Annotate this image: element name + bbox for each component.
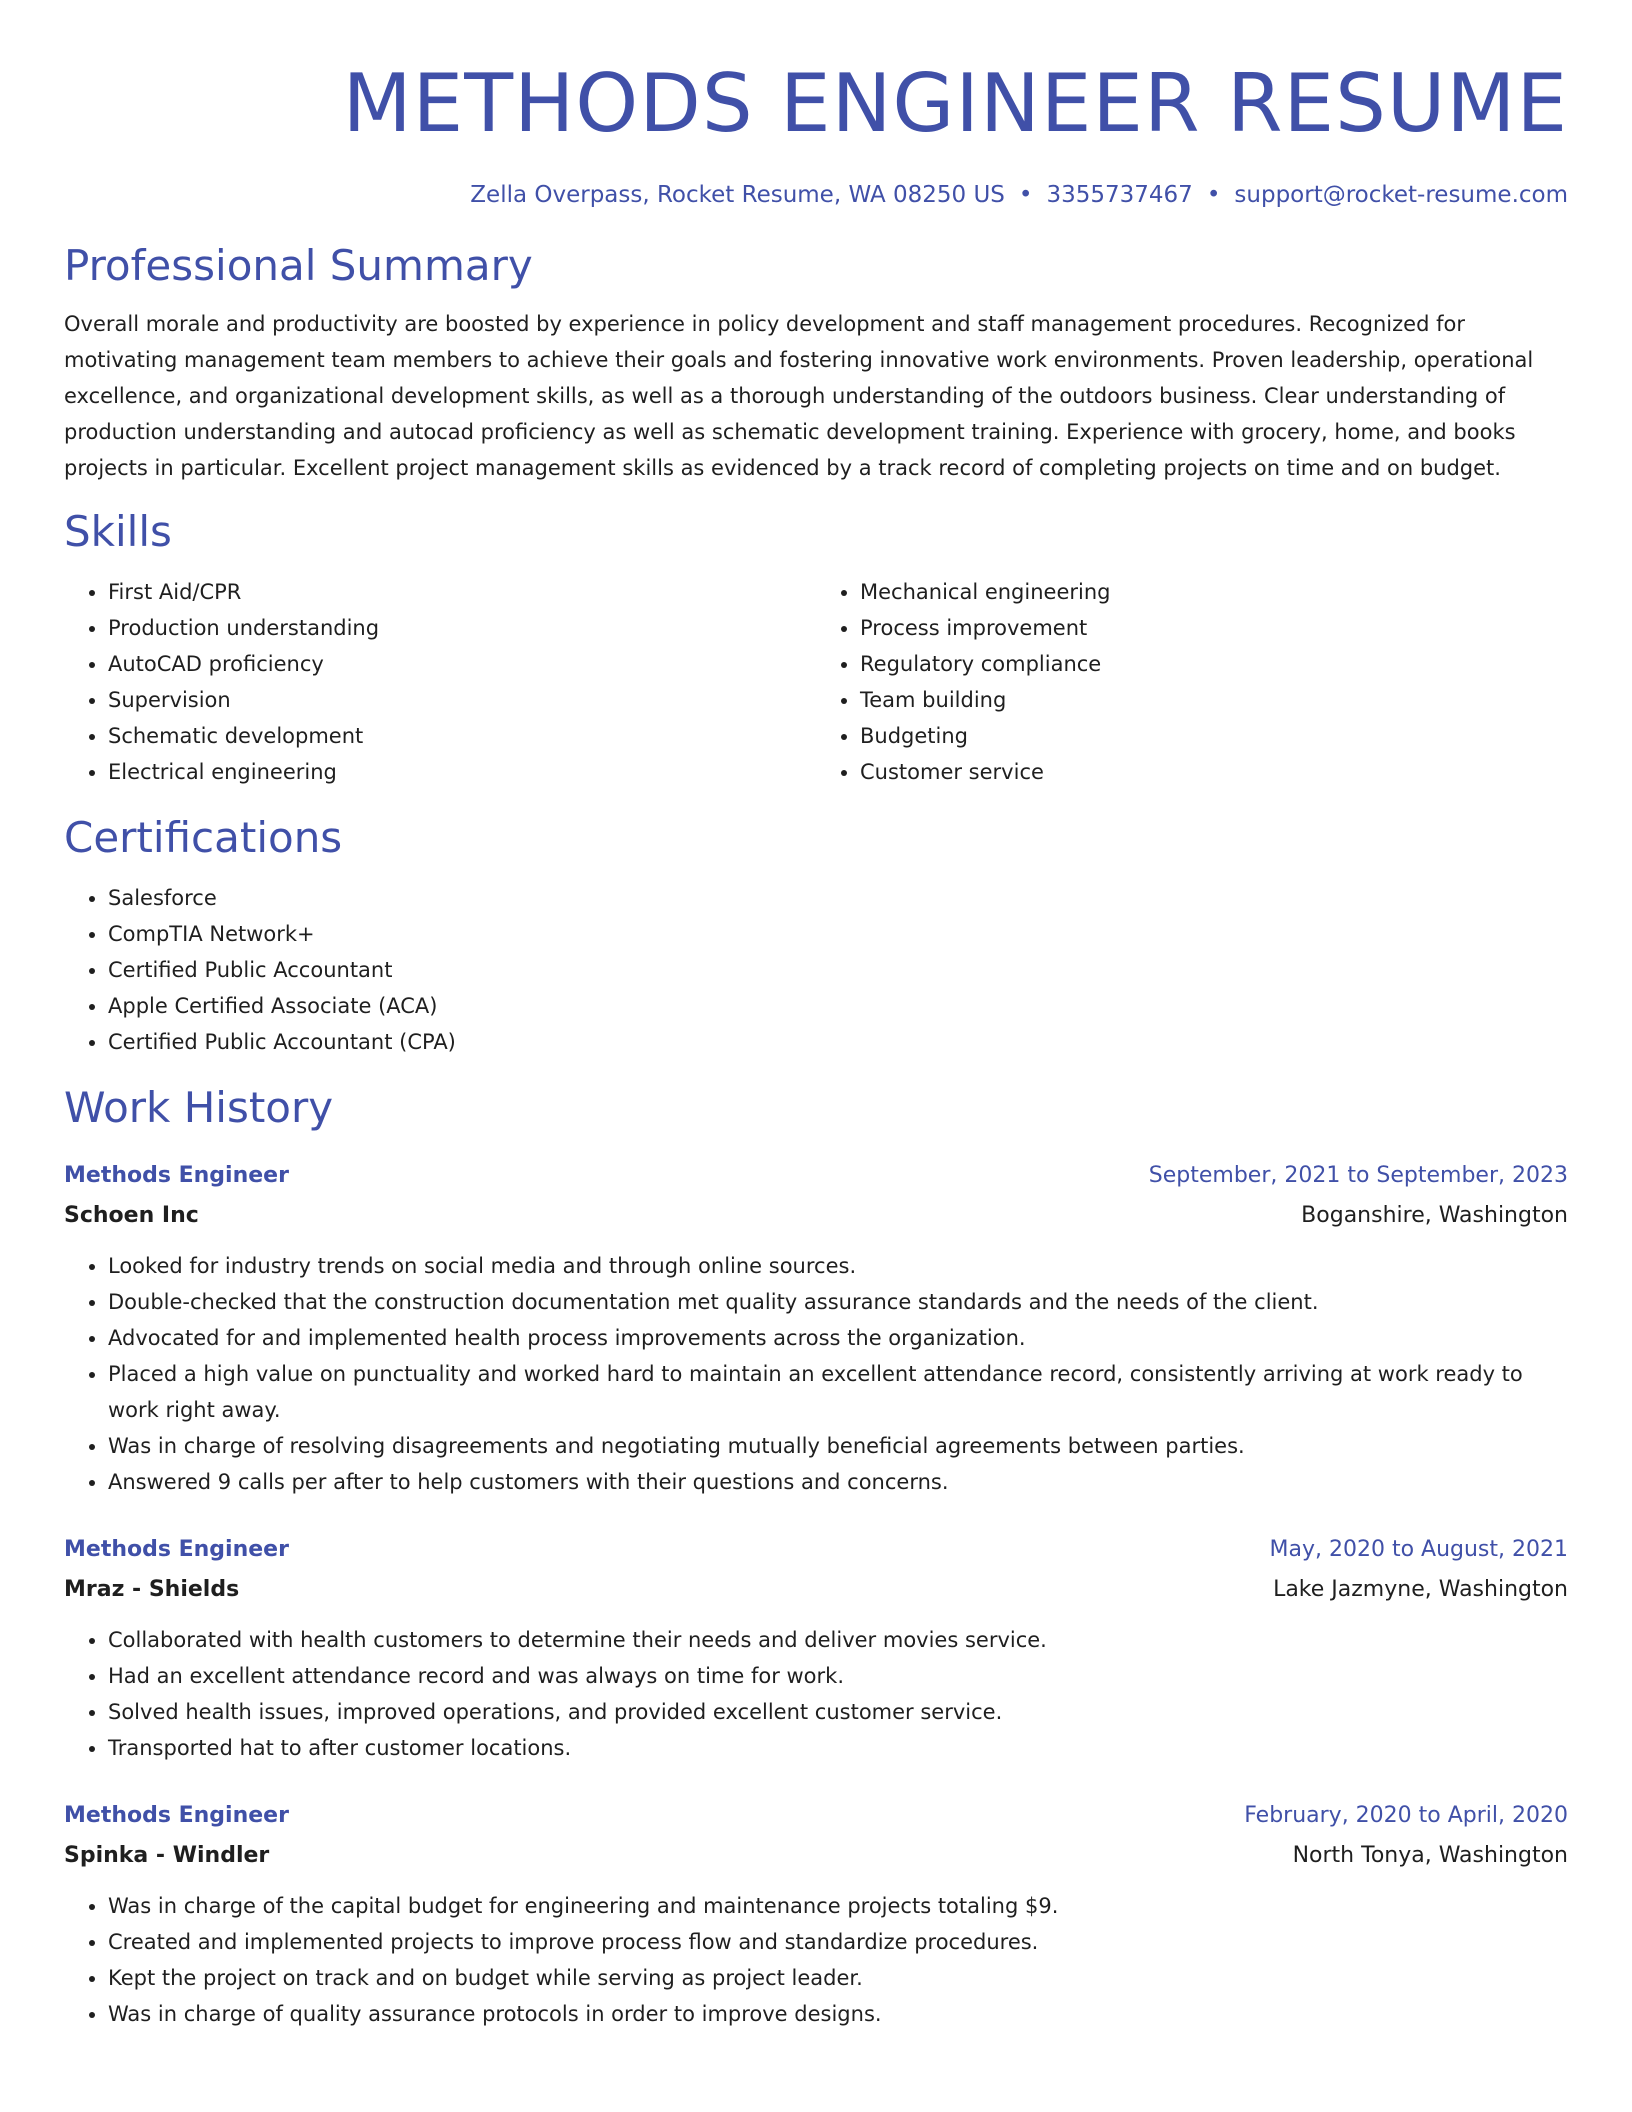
skills-grid <box>64 574 1568 790</box>
skills-list-left <box>64 574 816 790</box>
job-bullet: • Had an excellent attendance record and was always on time for work. <box>108 1658 1568 1694</box>
certification-item: • Certified Public Accountant (CPA) <box>108 1024 1568 1060</box>
job-bullet: • Answered 9 calls per after to help customers with their questions and concerns. <box>108 1464 1568 1500</box>
job-bullet: • Advocated for and implemented health process improvements across the organization. <box>108 1320 1568 1356</box>
skill-item: • Regulatory compliance <box>860 646 1568 682</box>
contact-phone: 3355737467 <box>1046 182 1193 208</box>
summary-section <box>64 240 1568 486</box>
skill-item: • Electrical engineering <box>108 754 816 790</box>
summary-text: Overall morale and productivity are boosted by experience in policy development and staff management procedures. Recognized for motivating management team members to achieve their goals and fostering innovative work environments. Proven leadership, operational excellence, and organizational development skills, as well as a thorough understanding of the outdoors business. Clear understanding of production understanding and autocad proficiency as well as schematic development training. Experience with grocery, home, and books projects in particular. Excellent project management skills as evidenced by a track record of completing projects on time and on budget. <box>64 312 1534 480</box>
resume-page <box>64 0 1568 2032</box>
job-entry <box>64 1156 1568 1500</box>
job-bullet: • Placed a high value on punctuality and worked hard to maintain an excellent attendance record, consistently arriving at work ready to work right away. <box>108 1356 1568 1428</box>
job-company-row <box>64 1196 1568 1236</box>
job-bullet: • Was in charge of the capital budget for engineering and maintenance projects totaling $9. <box>108 1888 1568 1924</box>
job-title-row <box>64 1530 1568 1570</box>
summary-heading: Professional Summary <box>64 241 533 290</box>
job-bullet: • Double-checked that the construction documentation met quality assurance standards and the needs of the client. <box>108 1284 1568 1320</box>
skill-item: • Team building <box>860 682 1568 718</box>
job-bullets <box>64 1888 1568 2032</box>
contact-address: Zella Overpass, Rocket Resume, WA 08250 US <box>470 182 1005 208</box>
job-bullet: • Was in charge of resolving disagreements and negotiating mutually beneficial agreements between parties. <box>108 1428 1568 1464</box>
job-location: North Tonya, Washington <box>1292 1843 1568 1868</box>
job-bullet: • Kept the project on track and on budget while serving as project leader. <box>108 1960 1568 1996</box>
job-location: Boganshire, Washington <box>1301 1203 1568 1228</box>
work-history-heading: Work History <box>64 1083 334 1132</box>
job-title: Methods Engineer <box>64 1537 289 1562</box>
job-bullets <box>64 1622 1568 1766</box>
job-company: Spinka - Windler <box>64 1843 270 1868</box>
job-company: Schoen Inc <box>64 1203 199 1228</box>
skill-item: • Production understanding <box>108 610 816 646</box>
certifications-section <box>64 812 1568 1060</box>
job-dates: September, 2021 to September, 2023 <box>1148 1163 1568 1188</box>
contact-separator: • <box>1018 182 1033 208</box>
job-title: Methods Engineer <box>64 1803 289 1828</box>
job-bullet: • Looked for industry trends on social media and through online sources. <box>108 1248 1568 1284</box>
job-title: Methods Engineer <box>64 1163 289 1188</box>
skills-section <box>64 506 1568 790</box>
job-entry <box>64 1530 1568 1766</box>
skill-item: • Budgeting <box>860 718 1568 754</box>
job-dates: May, 2020 to August, 2021 <box>1269 1537 1568 1562</box>
certification-item: • Certified Public Accountant <box>108 952 1568 988</box>
job-bullet: • Created and implemented projects to improve process flow and standardize procedures. <box>108 1924 1568 1960</box>
skill-item: • First Aid/CPR <box>108 574 816 610</box>
job-bullet: • Transported hat to after customer locations. <box>108 1730 1568 1766</box>
job-bullet: • Solved health issues, improved operations, and provided excellent customer service. <box>108 1694 1568 1730</box>
certifications-heading: Certifications <box>64 813 343 862</box>
certification-item: • Salesforce <box>108 880 1568 916</box>
job-location: Lake Jazmyne, Washington <box>1273 1577 1568 1602</box>
skill-item: • Mechanical engineering <box>860 574 1568 610</box>
skills-heading: Skills <box>64 507 172 556</box>
skills-list-right <box>816 574 1568 790</box>
job-dates: February, 2020 to April, 2020 <box>1244 1803 1568 1828</box>
job-bullet: • Was in charge of quality assurance protocols in order to improve designs. <box>108 1996 1568 2032</box>
job-title-row <box>64 1156 1568 1196</box>
work-history-section <box>64 1082 1568 2032</box>
job-bullet: • Collaborated with health customers to determine their needs and deliver movies service. <box>108 1622 1568 1658</box>
skill-item: • Schematic development <box>108 718 816 754</box>
job-bullets <box>64 1248 1568 1500</box>
job-company-row <box>64 1836 1568 1876</box>
job-company-row <box>64 1570 1568 1610</box>
job-entry <box>64 1796 1568 2032</box>
contact-line <box>64 178 1568 212</box>
job-title-row <box>64 1796 1568 1836</box>
job-company: Mraz - Shields <box>64 1577 240 1602</box>
skill-item: • Process improvement <box>860 610 1568 646</box>
skill-item: • Customer service <box>860 754 1568 790</box>
certification-item: • CompTIA Network+ <box>108 916 1568 952</box>
contact-separator: • <box>1206 182 1221 208</box>
resume-title: METHODS ENGINEER RESUME <box>342 57 1568 150</box>
skill-item: • AutoCAD proficiency <box>108 646 816 682</box>
skill-item: • Supervision <box>108 682 816 718</box>
certification-item: • Apple Certified Associate (ACA) <box>108 988 1568 1024</box>
certifications-list <box>64 880 1568 1060</box>
contact-email: support@rocket-resume.com <box>1234 182 1568 208</box>
